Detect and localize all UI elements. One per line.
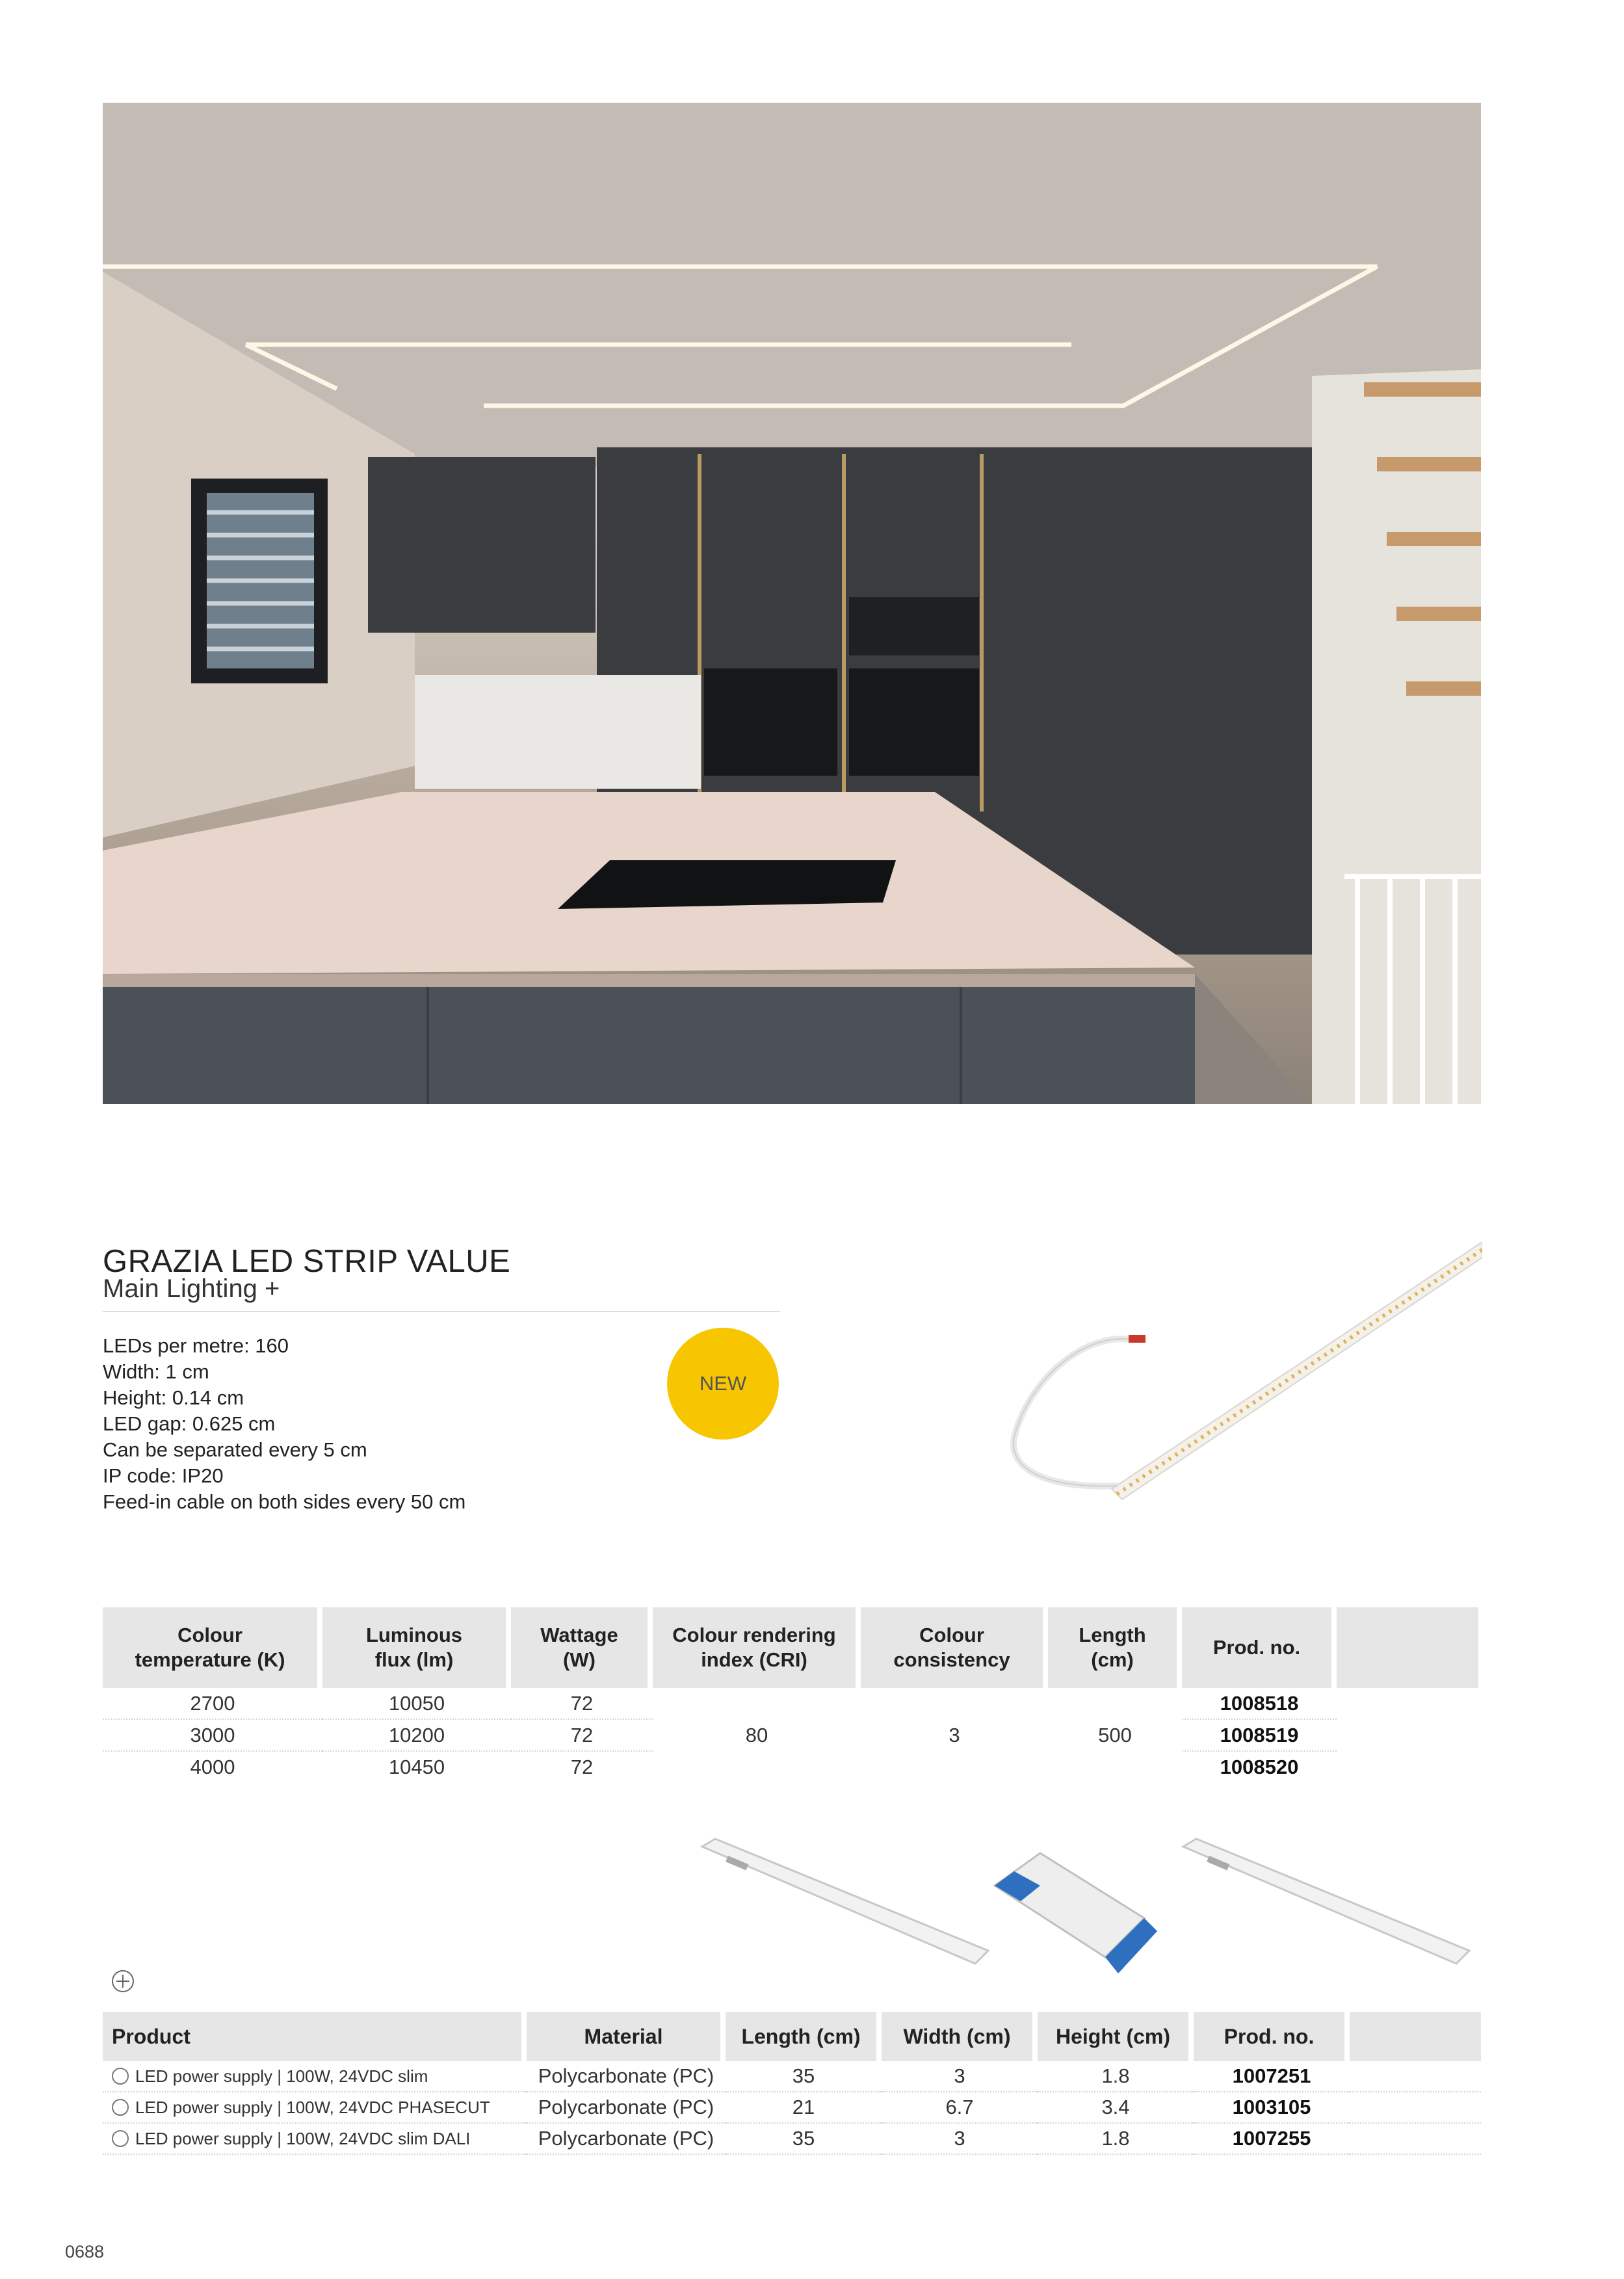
col-header-cri: Colour rendering index (CRI) [653, 1607, 861, 1688]
cell-length: 35 [726, 2061, 882, 2092]
product-title: GRAZIA LED STRIP VALUE [103, 1244, 511, 1279]
col-header-empty [1337, 1607, 1478, 1688]
hero-kitchen-photo [103, 103, 1481, 1104]
spec-item: LEDs per metre: 160 [103, 1334, 289, 1357]
cell-colour-consistency: 3 [949, 1723, 960, 1746]
cell-cri: 80 [745, 1723, 768, 1746]
page-number: 0688 [65, 2242, 105, 2261]
cell-prod-no[interactable]: 1003105 [1194, 2092, 1350, 2124]
cell-product[interactable]: LED power supply | 100W, 24VDC slim [103, 2061, 527, 2092]
new-badge [667, 1328, 779, 1440]
spec-item: IP code: IP20 [103, 1464, 224, 1487]
col-header-length: Length (cm) [726, 2012, 882, 2061]
col-header-length: Length (cm) [1048, 1607, 1182, 1688]
col-header-material: Material [527, 2012, 726, 2061]
cell-luminous-flux: 10200 [322, 1720, 511, 1752]
radio-icon[interactable] [112, 2130, 129, 2147]
cell-length: 35 [726, 2124, 882, 2155]
cell-colour-temperature: 4000 [190, 1755, 235, 1778]
col-header-prod-no: Prod. no. [1194, 2012, 1350, 2061]
cell-length: 21 [726, 2092, 882, 2124]
title-divider [103, 1311, 780, 1312]
col-header-width: Width (cm) [882, 2012, 1038, 2061]
cell-height: 1.8 [1038, 2124, 1194, 2155]
spec-list [103, 1333, 465, 1515]
new-badge-label: NEW [699, 1372, 747, 1395]
cell-luminous-flux: 10050 [322, 1688, 511, 1720]
cell-width: 6.7 [882, 2092, 1038, 2124]
col-header-wattage: Wattage (W) [511, 1607, 653, 1688]
table-row [103, 2124, 1481, 2155]
cell-height: 3.4 [1038, 2092, 1194, 2124]
cell-luminous-flux: 10450 [388, 1755, 445, 1778]
radio-icon[interactable] [112, 2099, 129, 2116]
cell-height: 1.8 [1038, 2061, 1194, 2092]
cell-prod-no[interactable]: 1007251 [1194, 2061, 1350, 2092]
cell-length: 500 [1098, 1723, 1132, 1746]
cell-width: 3 [882, 2061, 1038, 2092]
cell-material: Polycarbonate (PC) [527, 2092, 726, 2124]
cell-colour-temperature: 2700 [103, 1688, 322, 1720]
cell-material: Polycarbonate (PC) [527, 2061, 726, 2092]
spec-item: Can be separated every 5 cm [103, 1438, 367, 1461]
led-strip-product-image [1001, 1242, 1482, 1515]
power-supply-slim-image [702, 1839, 988, 1964]
spec-item: Feed-in cable on both sides every 50 cm [103, 1490, 466, 1513]
product-subtitle: Main Lighting + [103, 1274, 280, 1303]
col-header-empty [1350, 2012, 1481, 2061]
cell-product[interactable]: LED power supply | 100W, 24VDC slim DALI [103, 2124, 527, 2155]
plus-circle-icon[interactable] [111, 1969, 135, 1994]
col-header-prod-no: Prod. no. [1182, 1607, 1337, 1688]
power-supply-slim-dali-image [1183, 1839, 1469, 1964]
col-header-height: Height (cm) [1038, 2012, 1194, 2061]
spec-item: LED gap: 0.625 cm [103, 1412, 276, 1435]
cell-material: Polycarbonate (PC) [527, 2124, 726, 2155]
cell-wattage: 72 [511, 1720, 653, 1752]
cell-prod-no[interactable]: 1008520 [1220, 1755, 1299, 1778]
cell-prod-no[interactable]: 1008519 [1182, 1720, 1337, 1752]
spec-item: Width: 1 cm [103, 1360, 209, 1383]
table-row [103, 1688, 1478, 1720]
cell-wattage: 72 [570, 1755, 594, 1778]
col-header-colour-temperature: Colour temperature (K) [103, 1607, 322, 1688]
table-row [103, 2061, 1481, 2092]
power-supply-images [689, 1834, 1482, 1983]
cell-product[interactable]: LED power supply | 100W, 24VDC PHASECUT [103, 2092, 527, 2124]
table-row [103, 2092, 1481, 2124]
variants-table [103, 1607, 1478, 1782]
radio-icon[interactable] [112, 2068, 129, 2085]
col-header-luminous-flux: Luminous flux (lm) [322, 1607, 511, 1688]
cell-prod-no[interactable]: 1007255 [1194, 2124, 1350, 2155]
col-header-colour-consistency: Colour consistency [861, 1607, 1048, 1688]
table-header-row [103, 2012, 1481, 2061]
col-header-product: Product [103, 2012, 527, 2061]
accessories-table [103, 2012, 1481, 2155]
table-header-row [103, 1607, 1478, 1688]
spec-item: Height: 0.14 cm [103, 1386, 244, 1409]
cell-prod-no[interactable]: 1008518 [1182, 1688, 1337, 1720]
power-supply-phasecut-image [995, 1853, 1157, 1973]
cell-wattage: 72 [511, 1688, 653, 1720]
cell-colour-temperature: 3000 [103, 1720, 322, 1752]
cell-width: 3 [882, 2124, 1038, 2155]
